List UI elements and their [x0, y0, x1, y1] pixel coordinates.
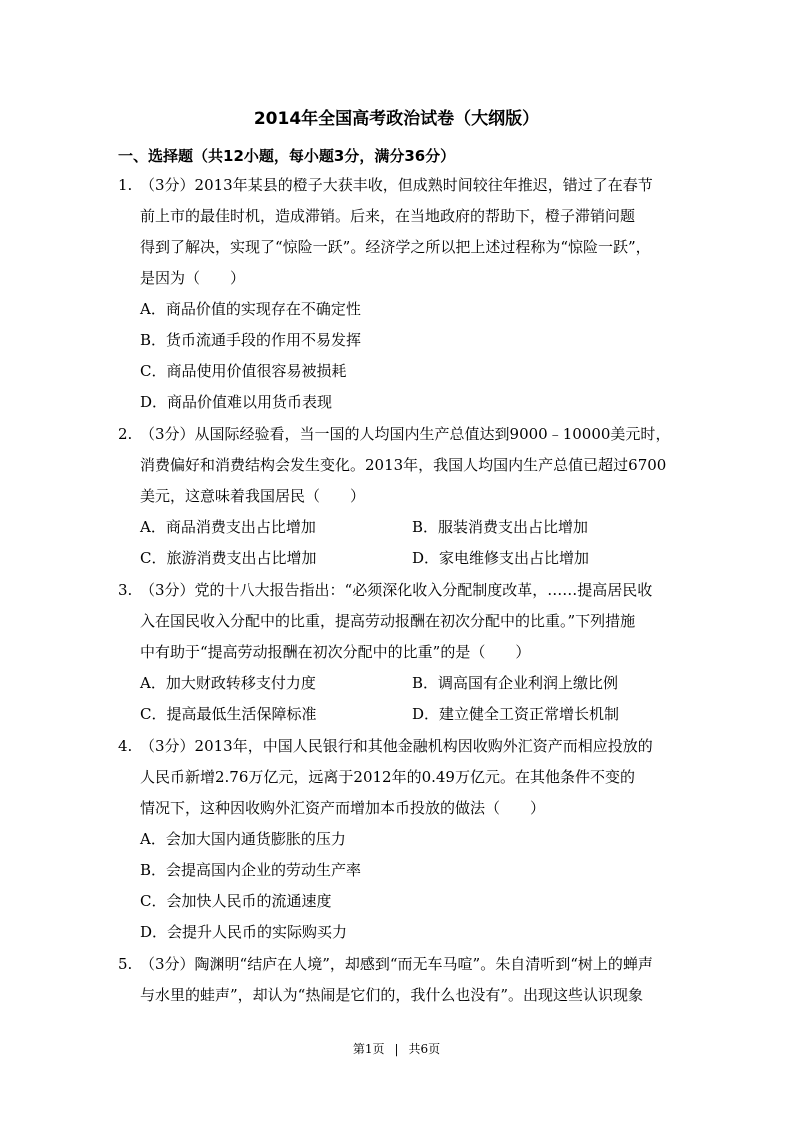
- option-d: D．商品价值难以用货币表现: [140, 393, 333, 411]
- option-b: B．服装消费支出占比增加: [412, 518, 589, 536]
- option-a: A．商品消费支出占比增加: [140, 518, 316, 536]
- question-text-line: （3分）从国际经验看，当一国的人均国内生产总值达到9000﹣10000美元时，: [140, 425, 671, 443]
- option-b: B．调高国有企业利润上缴比例: [412, 674, 619, 692]
- option-c: C．商品使用价值很容易被损耗: [140, 362, 347, 380]
- question-text-line: 是因为（ ）: [140, 269, 246, 287]
- page-title: 2014年全国高考政治试卷（大纲版）: [253, 109, 540, 129]
- question-text-line: （3分）党的十八大报告指出：“必须深化收入分配制度改革，……提高居民收: [140, 581, 653, 599]
- question-number: 1.: [118, 176, 133, 194]
- question-text-line: 消费偏好和消费结构会发生变化。2013年，我国人均国内生产总值已超过6700: [140, 456, 667, 474]
- option-a: A．加大财政转移支付力度: [140, 674, 316, 692]
- question-text-line: 得到了解决，实现了“惊险一跃”。经济学之所以把上述过程称为“惊险一跃”，: [140, 238, 651, 256]
- question-number: 5.: [118, 955, 133, 973]
- question-text-line: 美元，这意味着我国居民（ ）: [140, 487, 366, 505]
- question-number: 4.: [118, 737, 133, 755]
- option-b: B．货币流通手段的作用不易发挥: [140, 331, 362, 349]
- page-footer: [0, 1040, 793, 1057]
- option-a: A．会加大国内通货膨胀的压力: [140, 830, 346, 848]
- question-text-line: （3分）2013年某县的橙子大获丰收，但成熟时间较往年推迟，错过了在春节: [140, 176, 653, 194]
- footer-separator: |: [394, 1042, 399, 1056]
- option-d: D．家电维修支出占比增加: [412, 549, 590, 567]
- option-c: C．提高最低生活保障标准: [140, 705, 317, 723]
- page-total: 共6页: [408, 1042, 441, 1056]
- question-text-line: 情况下，这种因收购外汇资产而增加本币投放的做法（ ）: [140, 799, 546, 817]
- option-b: B．会提高国内企业的劳动生产率: [140, 861, 362, 879]
- question-number: 2.: [118, 425, 133, 443]
- option-d: D．会提升人民币的实际购买力: [140, 923, 348, 941]
- question-text-line: 人民币新增2.76万亿元，远离于2012年的0.49万亿元。在其他条件不变的: [140, 768, 635, 786]
- option-c: C．会加快人民币的流通速度: [140, 892, 332, 910]
- question-text-line: 中有助于“提高劳动报酬在初次分配中的比重”的是（ ）: [140, 643, 531, 661]
- question-text-line: （3分）陶渊明“结庐在人境”，却感到“而无车马喧”。朱自清听到“树上的蝉声: [140, 955, 653, 973]
- question-text-line: 与水里的蛙声”，却认为“热闹是它们的，我什么也没有”。出现这些认识现象: [140, 986, 644, 1004]
- option-d: D．建立健全工资正常增长机制: [412, 705, 620, 723]
- question-text-line: 入在国民收入分配中的比重，提高劳动报酬在初次分配中的比重。”下列措施: [140, 612, 636, 630]
- option-a: A．商品价值的实现存在不确定性: [140, 300, 361, 318]
- question-text-line: （3分）2013年，中国人民银行和其他金融机构因收购外汇资产而相应投放的: [140, 737, 653, 755]
- question-text-line: 前上市的最佳时机，造成滞销。后来，在当地政府的帮助下，橙子滞销问题: [140, 207, 636, 225]
- section-heading: 一、选择题（共12小题，每小题3分，满分36分）: [118, 147, 456, 165]
- page-number: 第1页: [352, 1042, 385, 1056]
- question-number: 3.: [118, 581, 133, 599]
- option-c: C．旅游消费支出占比增加: [140, 549, 317, 567]
